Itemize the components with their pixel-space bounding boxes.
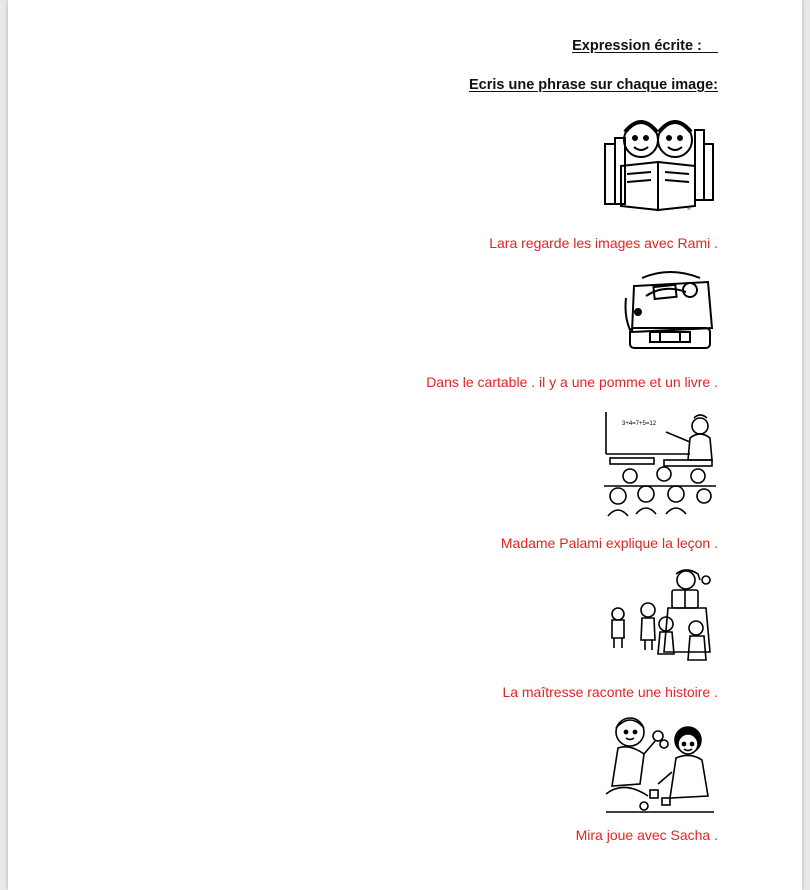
board-text: 3+4=7+5=12 [622,421,657,427]
answer-sentence-4: La maîtresse raconte une histoire . [502,684,718,700]
worksheet-page [8,0,802,890]
answer-sentence-5: Mira joue avec Sacha . [575,827,718,843]
page-title: Expression écrite : [572,38,718,54]
children-reading-book-icon [601,110,716,216]
children-playing-icon [604,714,716,816]
schoolbag-icon [624,268,716,356]
teacher-reading-to-children-icon [608,568,716,668]
svg-text:©: © [687,206,691,212]
answer-sentence-2: Dans le cartable . il y a une pomme et un livre . [426,374,718,390]
answer-sentence-1: Lara regarde les images avec Rami . [489,235,718,251]
answer-sentence-3: Madame Palami explique la leçon . [500,535,718,551]
instruction-text: Ecris une phrase sur chaque image: [468,77,718,93]
teacher-at-board-icon [604,410,716,518]
